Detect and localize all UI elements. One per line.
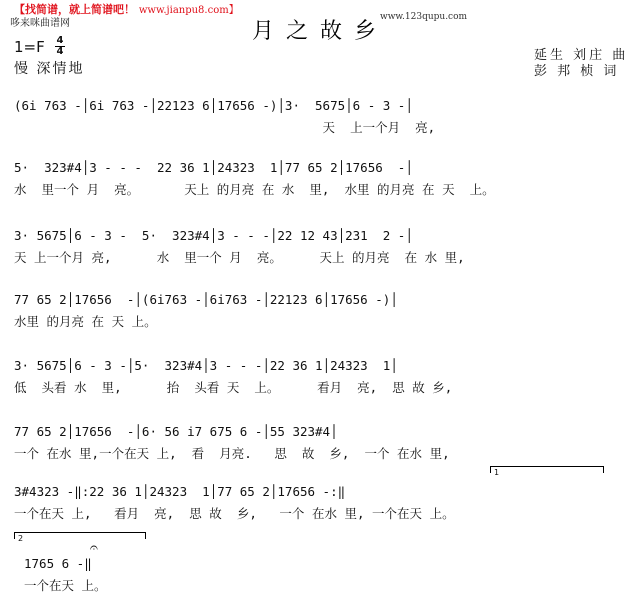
notation: (6i 763 -│6i 763 -│22123 6│17656 -)│3· 5675│6 - 3 -│ [14, 98, 413, 113]
time-denominator: 4 [56, 46, 64, 57]
notation: 77 65 2│17656 -│6· 56 i7 675 6 -│55 323#4│ [14, 424, 338, 439]
notation: 77 65 2│17656 -│(6i763 -│6i763 -│22123 6│17656 -)│ [14, 292, 398, 307]
key-signature: 1=F [14, 38, 45, 56]
watermark-url: www.123qupu.com [380, 12, 468, 22]
time-numerator: 4 [56, 35, 64, 46]
notation: 1765 6 -‖ [24, 556, 92, 571]
lyrics: 一个 在水 里,一个在天 上, 看 月亮. 思 故 乡, 一个 在水 里, [14, 446, 450, 461]
song-title: 月之故乡 [252, 19, 389, 44]
notation: 3· 5675│6 - 3 -│5· 323#4│3 - - -│22 36 1│24323 1│ [14, 358, 398, 373]
time-signature [54, 36, 66, 57]
lyricist-credit: 彭 邦 桢 词 [534, 64, 620, 79]
banner-url[interactable]: www.jianpu8.com】 [138, 5, 239, 16]
lyrics: 低 头看 水 里, 抬 头看 天 上。 看月 亮, 思 故 乡, [14, 380, 453, 395]
volta-label-2: 2 [18, 534, 24, 543]
lyrics: 水 里一个 月 亮。 天上 的月亮 在 水 里, 水里 的月亮 在 天 上。 [14, 182, 495, 197]
lyrics: 一个在天 上, 看月 亮, 思 故 乡, 一个 在水 里, 一个在天 上。 [14, 506, 455, 521]
notation: 3· 5675│6 - 3 - 5· 323#4│3 - - -│22 12 43│231 2 -│ [14, 228, 413, 243]
banner-text: 【找简谱，就上简谱吧！ [14, 3, 135, 16]
lyrics: 一个在天 上。 [24, 578, 107, 593]
lyrics: 水里 的月亮 在 天 上。 [14, 314, 157, 329]
lyrics: 天 上一个月 亮, 水 里一个 月 亮。 天上 的月亮 在 水 里, [14, 250, 465, 265]
fermata-icon: 𝄐 [90, 540, 98, 556]
notation: 5· 323#4│3 - - - 22 36 1│24323 1│77 65 2│17656 -│ [14, 160, 413, 175]
composer-credit: 延生 刘庄 曲 [534, 48, 629, 63]
tempo-marking: 慢 深情地 [14, 61, 85, 77]
volta-label-1: 1 [494, 468, 500, 477]
lyrics: 天 上一个月 亮, [14, 120, 436, 135]
volta-bracket-2 [14, 532, 146, 539]
notation: 3#4323 -‖:22 36 1│24323 1│77 65 2│17656 -:‖ [14, 484, 346, 499]
site-name: 哆来咪曲谱网 [10, 18, 70, 29]
volta-bracket-1 [490, 466, 604, 473]
